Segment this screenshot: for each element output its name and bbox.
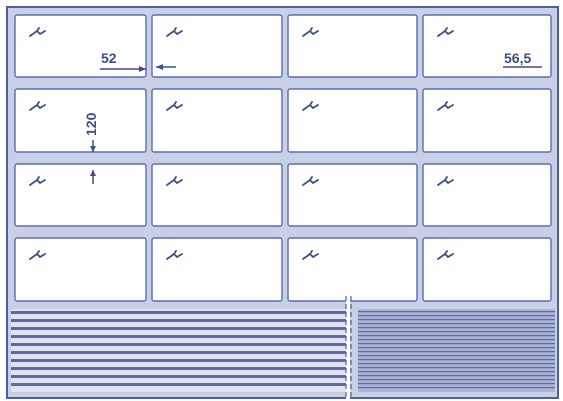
drawer-panel [288,164,417,226]
drawer-panel [152,89,282,152]
drawer-panel [15,238,146,301]
slat-line [358,379,555,380]
slat-line [358,355,555,356]
dimension-label-width-2: 56,5 [504,50,532,66]
dimension-label-height: 120 [83,112,99,136]
drawer-panel [15,164,146,226]
slat-line [358,371,555,372]
panel-face [152,238,282,301]
slat-line [358,367,555,368]
panel-face [152,164,282,226]
lower-storage-left [11,309,348,392]
drawer-panel [288,15,417,77]
lower-storage-right [358,309,555,392]
slat-line [11,319,348,322]
slat-line [11,327,348,330]
drawer-panel [423,164,551,226]
slat-line [358,359,555,360]
panel-face [423,164,551,226]
slat-line [358,347,555,348]
panel-face [152,89,282,152]
slat-line [11,383,348,386]
slat-line [11,335,348,338]
slat-line [11,359,348,362]
slat-line [358,315,555,316]
slat-line [358,323,555,324]
slat-line [11,367,348,370]
panel-face [15,164,146,226]
panel-face [15,238,146,301]
drawer-panel [423,89,551,152]
slat-line [11,311,348,314]
slat-line [11,351,348,354]
slat-line [358,311,555,312]
drawer-panel [152,164,282,226]
slat-line [358,327,555,328]
drawer-panel [152,238,282,301]
panel-face [15,89,146,152]
drawer-panel [288,238,417,301]
panel-face [288,89,417,152]
slat-line [358,339,555,340]
slat-line [358,383,555,384]
drawer-panel [15,89,146,152]
panel-face [423,89,551,152]
panel-face [423,238,551,301]
slat-line [358,351,555,352]
slat-line [358,319,555,320]
slat-line [358,343,555,344]
drawer-panel [288,89,417,152]
slat-line [358,387,555,388]
panel-face [288,15,417,77]
panel-face [288,238,417,301]
slat-line [11,343,348,346]
slat-line [11,375,348,378]
dimension-label-width-1: 52 [101,50,117,66]
slat-line [358,363,555,364]
slat-line [358,375,555,376]
drawer-panel [423,238,551,301]
panel-face [288,164,417,226]
slat-line [358,331,555,332]
drawer-panel [15,15,146,77]
slat-line [358,335,555,336]
panel-face [15,15,146,77]
